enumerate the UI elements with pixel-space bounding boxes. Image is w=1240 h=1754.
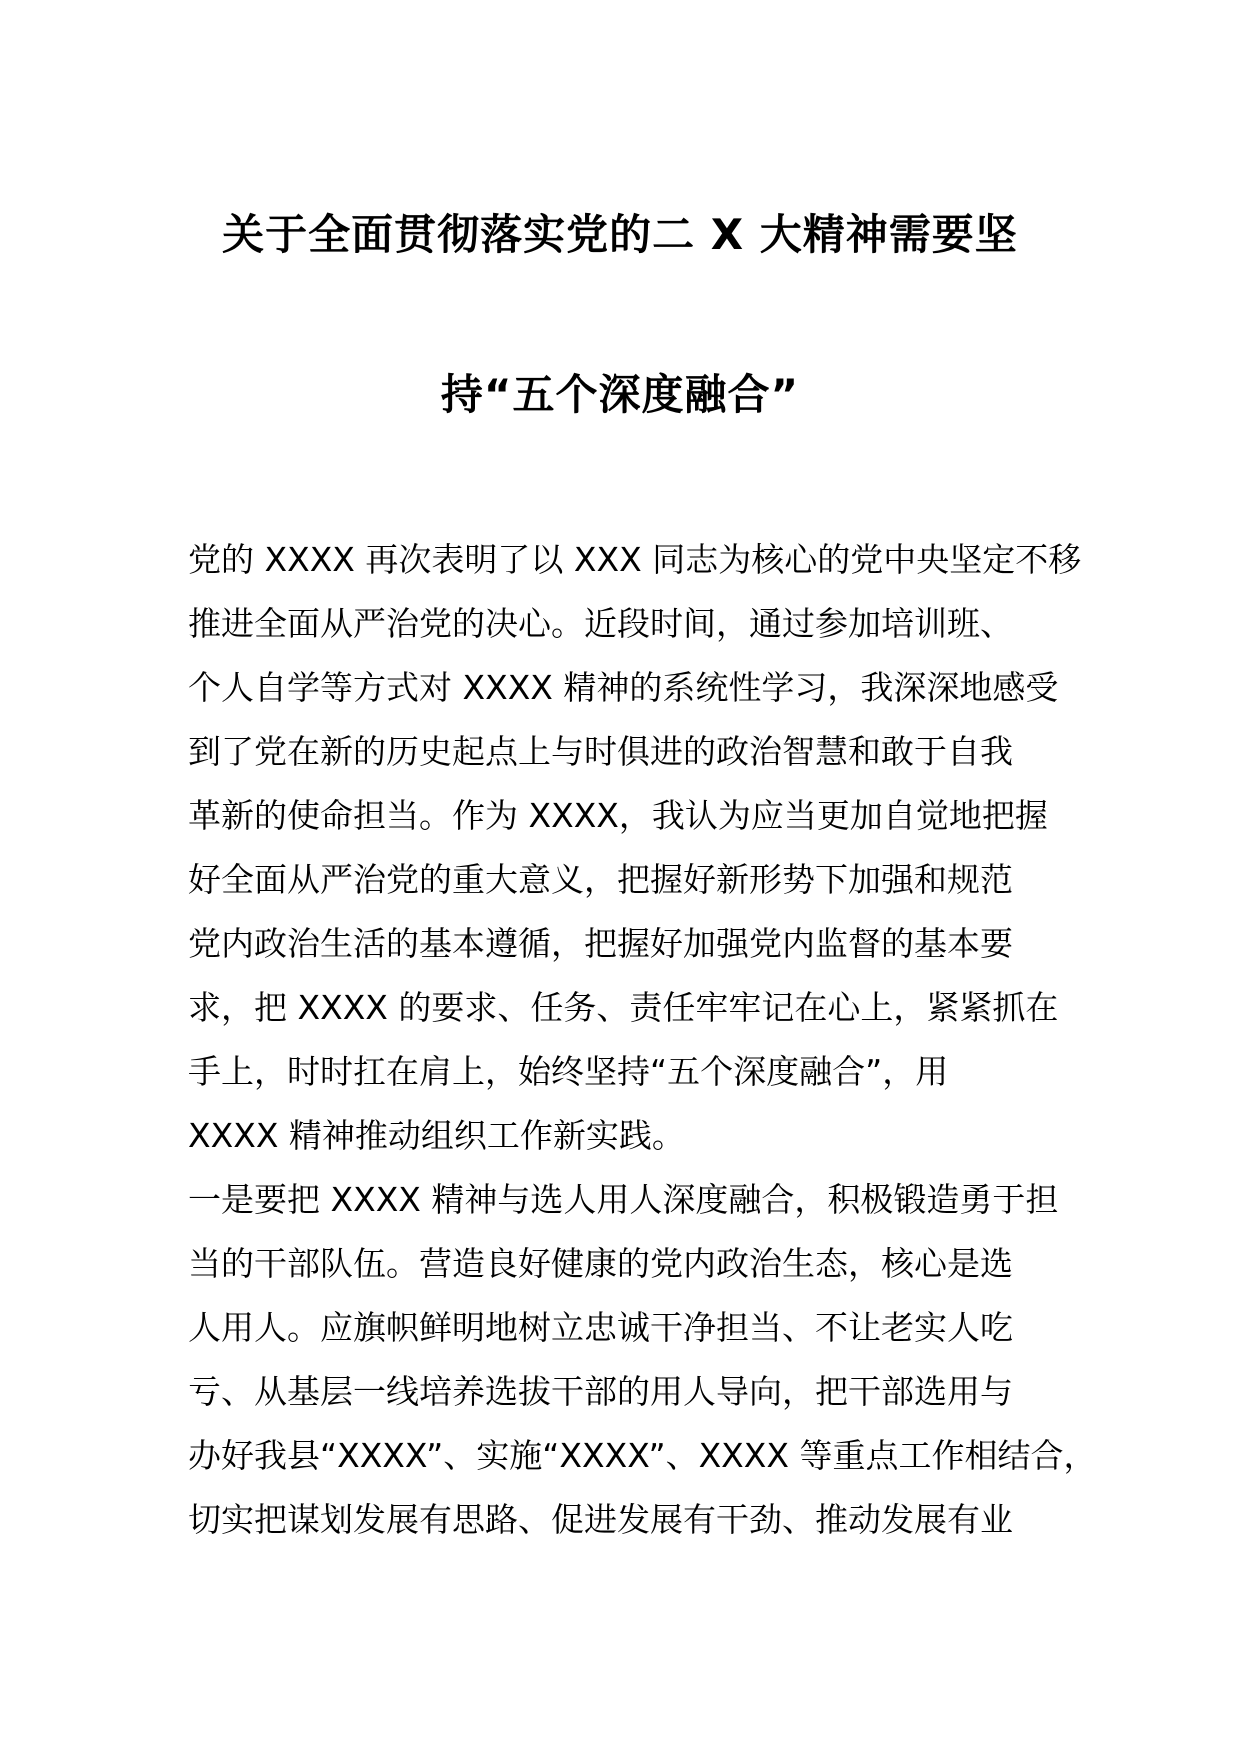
body-line: 切实把谋划发展有思路、促进发展有干劲、推动发展有业 bbox=[188, 1500, 1013, 1539]
body-line: 亏、从基层一线培养选拔干部的用人导向，把干部选用与 bbox=[188, 1372, 1013, 1411]
document-title-line-1: 关于全面贯彻落实党的二 X 大精神需要坚 bbox=[222, 210, 1018, 259]
body-line: 人用人。应旗帜鲜明地树立忠诚干净担当、不让老实人吃 bbox=[188, 1308, 1013, 1347]
body-line: 党内政治生活的基本遵循，把握好加强党内监督的基本要 bbox=[188, 924, 1013, 963]
body-line: 革新的使命担当。作为 XXXX，我认为应当更加自觉地把握 bbox=[188, 796, 1048, 835]
body-line: 办好我县“XXXX”、实施“XXXX”、XXXX 等重点工作相结合， bbox=[188, 1436, 1097, 1475]
document-title-line-2: 持“五个深度融合” bbox=[440, 370, 800, 419]
body-line: 推进全面从严治党的决心。近段时间，通过参加培训班、 bbox=[188, 604, 1013, 643]
body-line: 党的 XXXX 再次表明了以 XXX 同志为核心的党中央坚定不移 bbox=[188, 540, 1082, 579]
body-line: 好全面从严治党的重大意义，把握好新形势下加强和规范 bbox=[188, 860, 1013, 899]
body-line: 求，把 XXXX 的要求、任务、责任牢牢记在心上，紧紧抓在 bbox=[188, 988, 1059, 1027]
body-line: 到了党在新的历史起点上与时俱进的政治智慧和敢于自我 bbox=[188, 732, 1013, 771]
body-line: 手上，时时扛在肩上，始终坚持“五个深度融合”，用 bbox=[188, 1052, 949, 1091]
body-line: 当的干部队伍。营造良好健康的党内政治生态，核心是选 bbox=[188, 1244, 1013, 1283]
body-line: 个人自学等方式对 XXXX 精神的系统性学习，我深深地感受 bbox=[188, 668, 1059, 707]
body-line: 一是要把 XXXX 精神与选人用人深度融合，积极锻造勇于担 bbox=[188, 1180, 1059, 1219]
body-line: XXXX 精神推动组织工作新实践。 bbox=[188, 1116, 685, 1155]
